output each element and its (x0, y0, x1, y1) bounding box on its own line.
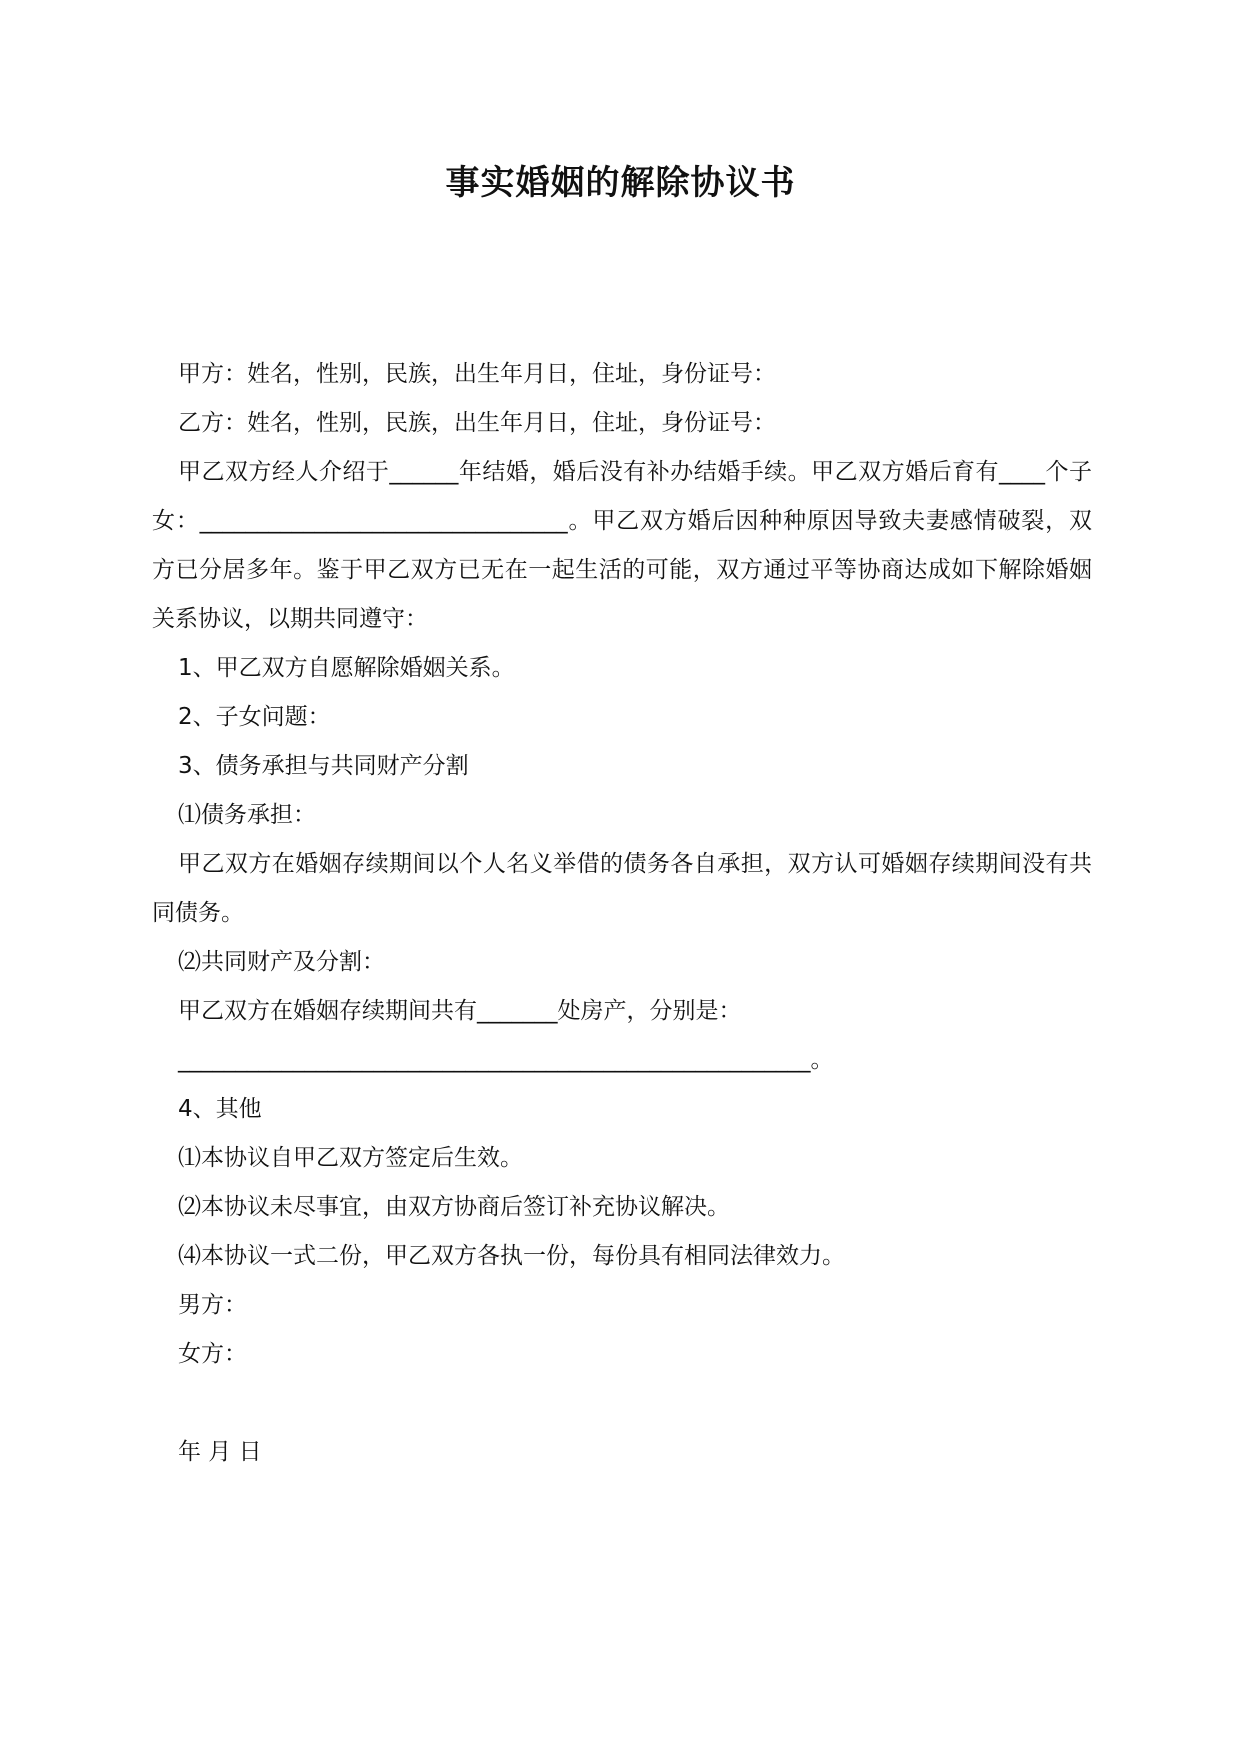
property-blank-line: _______________________________________________________。 (178, 1047, 834, 1073)
clause-3-2-text: 甲乙双方在婚姻存续期间共有_______处房产，分别是： (178, 998, 742, 1024)
background-paragraph: 甲乙双方经人介绍于______年结婚，婚后没有补办结婚手续。甲乙双方婚后育有____个子女：________________________________。甲乙双方婚后因种种原因导致夫妻感情破裂，双方已分居多年。鉴于甲乙双方已无在一起生活的可能，双方通过平等协商达成如下解除婚姻关系协议，以期共同遵守： (152, 459, 1092, 632)
wife-signature-line: 女方： (178, 1341, 247, 1367)
clause-3-2-heading: ⑵共同财产及分割： (178, 949, 385, 975)
clause-3-1-text: 甲乙双方在婚姻存续期间以个人名义举借的债务各自承担，双方认可婚姻存续期间没有共同债务。 (152, 851, 1092, 926)
document-title: 事实婚姻的解除协议书 (445, 163, 796, 203)
clause-4: 4、其他 (178, 1096, 262, 1122)
date-line: 年 月 日 (178, 1439, 262, 1465)
party-b-line: 乙方：姓名，性别，民族，出生年月日，住址，身份证号： (178, 410, 776, 436)
clause-3-1-heading: ⑴债务承担： (178, 802, 316, 828)
clause-1: 1、甲乙双方自愿解除婚姻关系。 (178, 655, 515, 681)
clause-4-1: ⑴本协议自甲乙双方签定后生效。 (178, 1145, 523, 1171)
party-a-line: 甲方：姓名，性别，民族，出生年月日，住址，身份证号： (178, 361, 776, 387)
clause-2: 2、子女问题： (178, 704, 331, 730)
clause-4-2: ⑵本协议未尽事宜，由双方协商后签订补充协议解决。 (178, 1194, 730, 1220)
clause-4-4: ⑷本协议一式二份，甲乙双方各执一份，每份具有相同法律效力。 (178, 1243, 845, 1269)
clause-3: 3、债务承担与共同财产分割 (178, 753, 469, 779)
husband-signature-line: 男方： (178, 1292, 247, 1318)
document-body (152, 350, 1092, 1477)
